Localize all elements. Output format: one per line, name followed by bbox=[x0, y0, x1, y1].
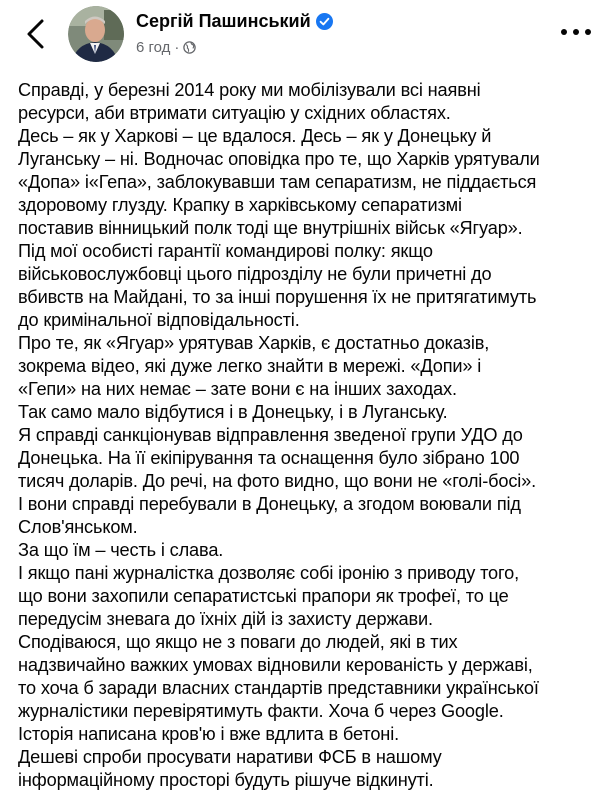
post-line: «Гепи» на них немає – зате вони є на інших заходах. bbox=[18, 379, 457, 399]
post-line: Я справді санкціонував відправлення зведеної групи УДО до bbox=[18, 425, 523, 445]
post-header bbox=[0, 0, 610, 78]
post-line: тисяч доларів. До речі, на фото видно, що вони не «голі-босі». bbox=[18, 471, 537, 491]
post-line: Дешеві спроби просувати наративи ФСБ в нашому bbox=[18, 747, 442, 767]
post-line: Сподіваюся, що якщо не з поваги до людей, які в тих bbox=[18, 632, 458, 652]
more-dots-icon bbox=[558, 22, 594, 42]
globe-icon bbox=[183, 41, 196, 54]
chevron-left-icon bbox=[18, 14, 52, 54]
post-line: до кримінальної відповідальності. bbox=[18, 310, 300, 330]
author-block bbox=[136, 10, 333, 56]
post-line: інформаційному просторі будуть рішуче відкинуті. bbox=[18, 770, 434, 790]
post-line: ресурси, аби втримати ситуацію у східних областях. bbox=[18, 103, 451, 123]
post-line: Слов'янськом. bbox=[18, 517, 138, 537]
post-meta bbox=[136, 38, 333, 56]
post-timestamp[interactable]: 6 год bbox=[136, 38, 171, 56]
meta-separator: · bbox=[174, 38, 180, 56]
post-line: Так само мало відбутися і в Донецьку, і в Луганську. bbox=[18, 402, 448, 422]
post-line: поставив вінницький полк тоді ще внутрішніх військ «Ягуар». bbox=[18, 218, 523, 238]
post-line: «Допа» і«Гепа», заблокувавши там сепаратизм, не піддається bbox=[18, 172, 537, 192]
post-line: Десь – як у Харкові – це вдалося. Десь – як у Донецьку й bbox=[18, 126, 492, 146]
post-line: то хоча б заради власних стандартів представники української bbox=[18, 678, 539, 698]
post-line: здоровому глузду. Крапку в харківському сепаратизмі bbox=[18, 195, 462, 215]
author-row bbox=[136, 10, 333, 32]
post-line: військовослужбовці цього підрозділу не були причетні до bbox=[18, 264, 492, 284]
post-line: Під мої особисті гарантії командирові полку: якщо bbox=[18, 241, 433, 261]
post-line: І якщо пані журналістка дозволяє собі іронію з приводу того, bbox=[18, 563, 519, 583]
avatar[interactable] bbox=[68, 6, 124, 62]
post-line: надзвичайно важких умовах відновили керованість у державі, bbox=[18, 655, 533, 675]
post-line: вбивств на Майдані, то за інші порушення їх не притягатимуть bbox=[18, 287, 537, 307]
post-line: Про те, як «Ягуар» урятував Харків, є достатньо доказів, bbox=[18, 333, 490, 353]
back-button[interactable] bbox=[18, 14, 52, 54]
more-options-button[interactable] bbox=[558, 22, 594, 42]
post-line: Історія написана кров'ю і вже вдлита в бетоні. bbox=[18, 724, 399, 744]
post-line: Справді, у березні 2014 року ми мобілізували всі наявні bbox=[18, 80, 481, 100]
post-line: передусім зневага до їхніх дій із захисту держави. bbox=[18, 609, 433, 629]
post-text bbox=[18, 79, 608, 792]
post-line: Луганську – ні. Водночас оповідка про те, що Харків урятували bbox=[18, 149, 540, 169]
post-line: Донецька. На її екіпірування та оснащення було зібрано 100 bbox=[18, 448, 520, 468]
post-line: І вони справді перебували в Донецьку, а згодом воювали під bbox=[18, 494, 521, 514]
post-line: що вони захопили сепаратистські прапори як трофеї, то це bbox=[18, 586, 509, 606]
post-line: За що їм – честь і слава. bbox=[18, 540, 224, 560]
post-line: зокрема відео, які дуже легко знайти в мережі. «Допи» і bbox=[18, 356, 482, 376]
verified-badge-icon bbox=[316, 13, 333, 30]
post-line: журналістики перевірятимуть факти. Хоча б через Google. bbox=[18, 701, 504, 721]
author-name[interactable]: Сергій Пашинський bbox=[136, 10, 311, 31]
